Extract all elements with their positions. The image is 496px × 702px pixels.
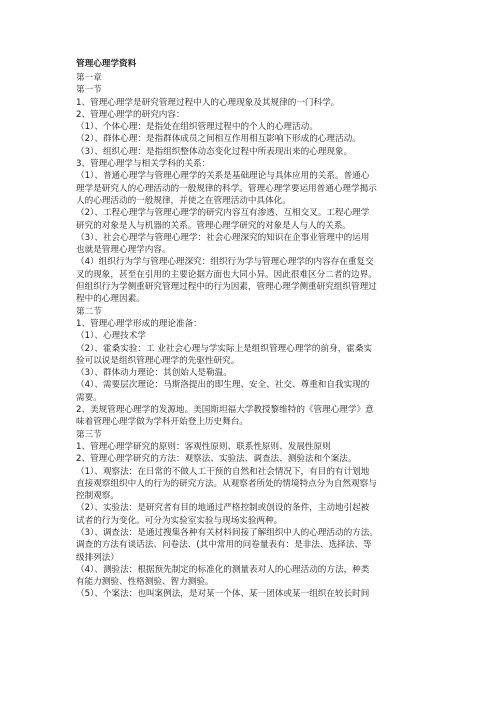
- document-line: 程中的心理因素。: [76, 294, 145, 305]
- document-line: 理学是研究人的心理活动的一般规律的科学。管理心理学要运用普通心理学揭示: [76, 183, 377, 194]
- document-line: 3、管理心理学与相关学科的关系：: [76, 159, 211, 170]
- document-line: 控制观察。: [76, 491, 119, 502]
- document-line: 直接观察组织中人的行为的研究方法。从观察者所处的情境特点分为自然观察与: [76, 478, 377, 489]
- document-line: 第一章: [76, 73, 102, 83]
- document-line: （4）、测验法：根据预先制定的标准化的测量表对人的心理活动的方法，种类: [76, 564, 370, 575]
- document-line: 第二节: [76, 306, 102, 317]
- document-line: （1）、观察法：在日常的不做人工干预的自然和社会情况下，有目的有计划地: [76, 466, 370, 477]
- document-line: 第一节: [76, 85, 102, 96]
- document-line: （2）、实验法：是研究者有目的地通过严格控制或创设的条件，主动地引起被: [76, 503, 370, 514]
- document-line: （3）、组织心理：是指组织整体动态变化过程中所表现出来的心理现象。: [76, 146, 353, 157]
- document-line: 调查的方法有谈话法、问卷法、(其中常用的问卷量表有：是非法、选择法、等: [76, 540, 372, 551]
- document-line: （3）、社会心理学与管理心理学：社会心理深究的知识在企事业管理中的运用: [76, 232, 370, 243]
- document-line: 味着管理心理学做为学科开始登上历史舞台。: [76, 417, 248, 428]
- document-line: （3）、群体动力理论：其创始人是勒温。: [76, 368, 232, 379]
- document-line: （5）、个案法：也叫案例法，是对某一个体、某一团体或某一组织在较长时间: [76, 589, 370, 600]
- document-line: 需要。: [76, 392, 102, 403]
- document-line: （1）、普通心理学与管理心理学的关系是基础理论与具体应用的关系。普通心: [76, 171, 370, 182]
- document-line: （2）、霍桑实验：工 业社会心理与学实际上是组织管理心理学的前身，霍桑实: [76, 343, 373, 354]
- document-line: 验可以说是组织管理心理学的先驱性研究。: [76, 355, 240, 366]
- document-line: （3）、调查法：是通过搜集各种有关材料间接了解组织中人的心理活动的方法。: [76, 527, 378, 538]
- document-line: 但组织行为学侧重研究管理过程中的行为因素，管理心理学侧重研究组织管理过: [76, 282, 377, 293]
- document-line: （2）、工程心理学与管理心理学的研究内容互有渗透、互相交叉。工程心理学: [76, 208, 370, 219]
- document-line: 级排列法）: [76, 552, 119, 563]
- document-line: 2、美规管理心理学的发源地。美国斯坦福大学教授黎维特的《管理心理学》意: [76, 405, 374, 416]
- document-line: （4）组织行为学与管理心理深究：组织行为学与管理心理学的内容存在重复交: [76, 257, 374, 268]
- document-line: 1、管理心理学研究的原则：客观性原则、联系性原则、发展性原则: [76, 441, 331, 452]
- document-line: 第三节: [76, 429, 102, 440]
- document-line: 1、管理心理学形成的理论准备：: [76, 318, 202, 329]
- document-line: 人的心理活动的一般规律，并使之在管理活动中具体化。: [76, 195, 291, 206]
- document-line: 2、管理心理学研究的方法：观察法、实验法、调查法、测验法和个案法。: [76, 454, 357, 465]
- document-line: （2）、群体心理：是指群体成员之间相互作用相互影响下形成的心理活动。: [76, 134, 361, 145]
- document-line: （4）、需要层次理论：马斯洛提出的即生理、安全、社交、尊重和自我实现的: [76, 380, 370, 391]
- document-body: [76, 72, 442, 601]
- document-title: 管理心理学资料: [76, 59, 137, 69]
- document-line: 1、管理心理学是研究管理过程中人的心理现象及其规律的一门科学。: [76, 97, 340, 108]
- document-line: 也就是管理心理学内容。: [76, 245, 171, 256]
- document-line: 2、管理心理学的研究内容：: [76, 109, 185, 120]
- document-line: 试者的行为变化。可分为实验室实验与现场实验两种。: [76, 515, 283, 526]
- document-line: （1）、个体心理：是指处在组织管理过程中的个人的心理活动。: [76, 122, 318, 133]
- document-line: 有能力测验、性格测验、智力测验。: [76, 577, 214, 588]
- document-line: （1）、心理技术学: [76, 331, 146, 342]
- document-line: 研究的对象是人与机器的关系。管理心理学研究的对象是人与人的关系。: [76, 220, 352, 231]
- document-line: 叉的现象，甚至在引用的主要论据方面也大同小异。因此很难区分二者的边界。: [76, 269, 377, 280]
